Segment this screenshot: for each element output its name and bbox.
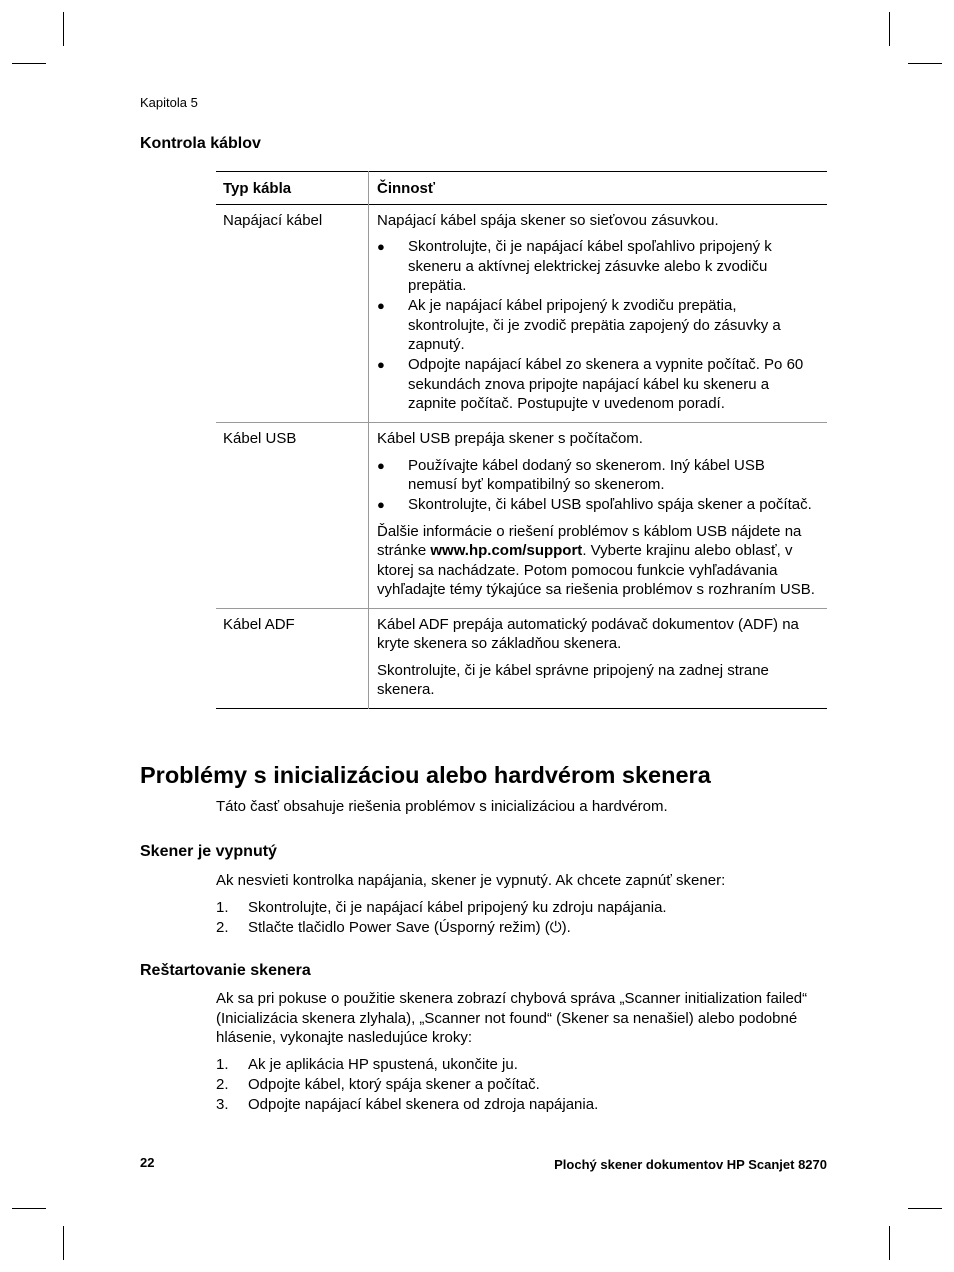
cable-check-text: Skontrolujte, či je kábel správne pripojený na zadnej strane skenera. <box>377 661 769 698</box>
bullet-item: ● Skontrolujte, či je napájací kábel spoľahlivo pripojený k skeneru a aktívnej elektrickej zásuvke alebo k zvodiču prepätia. <box>377 237 817 296</box>
list-item: 2. Odpojte kábel, ktorý spája skener a počítač. <box>216 1076 540 1093</box>
column-header-action: Činnosť <box>377 180 436 197</box>
bullet-item: ● Odpojte napájací kábel zo skenera a vypnite počítač. Po 60 sekundách znova pripojte napájací kábel ku skeneru a zapnite počítač. Postupujte v uvedenom poradí. <box>377 355 817 414</box>
scanner-off-text: Ak nesvieti kontrolka napájania, skener je vypnutý. Ak chcete zapnúť skener: <box>216 872 726 889</box>
support-link[interactable]: www.hp.com/support <box>430 542 583 559</box>
scanner-off-steps <box>216 898 667 938</box>
crop-mark <box>889 1226 890 1260</box>
list-item: 1. Ak je aplikácia HP spustená, ukončite ju. <box>216 1056 518 1073</box>
crop-mark <box>12 63 46 64</box>
cable-type: Napájací kábel <box>223 211 323 229</box>
cable-description: Napájací kábel spája skener so sieťovou zásuvkou. <box>377 211 719 229</box>
footer-doc-title: Plochý skener dokumentov HP Scanjet 8270 <box>554 1157 827 1172</box>
bullet-item: ● Skontrolujte, či kábel USB spoľahlivo spája skener a počítač. <box>377 495 817 515</box>
crop-mark <box>63 12 64 46</box>
hardware-section-title: Problémy s inicializáciou alebo hardvérom skenera <box>140 762 711 788</box>
cable-description: Kábel USB prepája skener s počítačom. <box>377 430 643 447</box>
restart-steps <box>216 1055 598 1115</box>
table-row <box>216 608 827 708</box>
cable-table <box>216 171 827 709</box>
page-number: 22 <box>140 1155 155 1170</box>
crop-mark <box>12 1208 46 1209</box>
crop-mark <box>63 1226 64 1260</box>
list-item: 3. Odpojte napájací kábel skenera od zdroja napájania. <box>216 1096 599 1113</box>
restart-text: Ak sa pri pokuse o použitie skenera zobrazí chybová správa „Scanner initialization failed“ (Inicializácia skenera zlyhala), „Scanner not found“ (Skener sa nenašiel) alebo podobné hlásenie, vykonajte nasledujúce kroky: <box>216 990 808 1046</box>
bullet-item: ● Používajte kábel dodaný so skenerom. Iný kábel USB nemusí byť kompatibilný so skenerom. <box>377 456 817 495</box>
cable-check-heading: Kontrola káblov <box>140 135 261 152</box>
hardware-section-intro: Táto časť obsahuje riešenia problémov s inicializáciou a hardvérom. <box>216 798 668 815</box>
restart-heading: Reštartovanie skenera <box>140 962 311 979</box>
list-item: 2. Stlačte tlačidlo Power Save (Úsporný režim) (⏻). <box>216 919 571 936</box>
scanner-off-heading: Skener je vypnutý <box>140 843 277 860</box>
table-row <box>216 204 827 423</box>
crop-mark <box>889 12 890 46</box>
chapter-label: Kapitola 5 <box>140 95 198 110</box>
cable-description: Kábel ADF prepája automatický podávač dokumentov (ADF) na kryte skenera so základňou skenera. <box>377 615 799 652</box>
crop-mark <box>908 63 942 64</box>
bullet-item: ● Ak je napájací kábel pripojený k zvodiču prepätia, skontrolujte, či je zvodič prepätia zapojený do zásuvky a zapnutý. <box>377 296 817 355</box>
cable-type: Kábel USB <box>223 430 297 447</box>
table-header-row <box>216 172 827 205</box>
crop-mark <box>908 1208 942 1209</box>
list-item: 1. Skontrolujte, či je napájací kábel pripojený ku zdroju napájania. <box>216 899 667 916</box>
column-header-type: Typ kábla <box>223 180 292 197</box>
usb-more-info: Ďalšie informácie o riešení problémov s káblom USB nájdete na stránke www.hp.com/support. Vyberte krajinu alebo oblasť, v ktorej sa nachádzate. Potom pomocou funkcie vyhľadávania vyhľadajte témy týkajúce sa riešenia problémov s rozhraním USB. <box>377 522 815 598</box>
cable-type: Kábel ADF <box>223 615 295 633</box>
table-row <box>216 423 827 609</box>
